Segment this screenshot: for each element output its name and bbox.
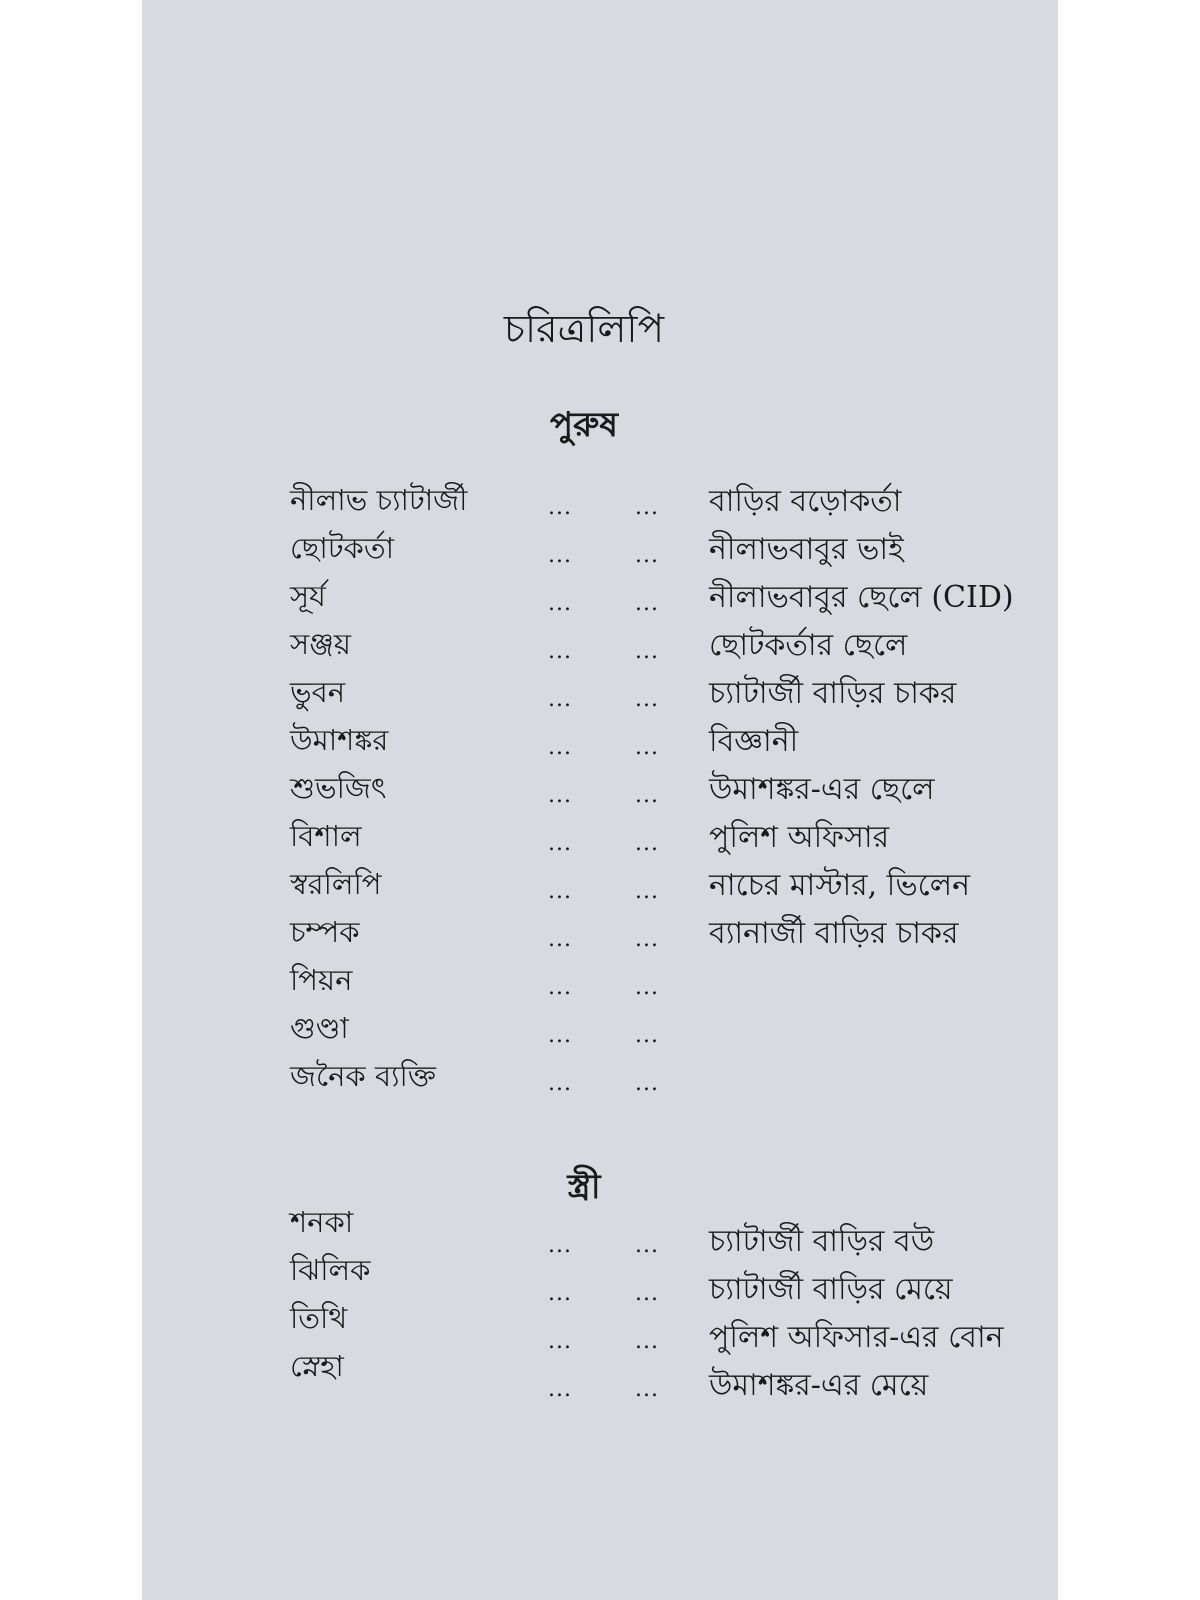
separator-dots: ...	[548, 1281, 572, 1306]
cast-row	[142, 1008, 1058, 1056]
character-role: পুলিশ অফিসার	[709, 820, 890, 855]
character-name: উমাশঙ্কর	[290, 723, 389, 757]
cast-list-female	[142, 1205, 1058, 1416]
separator-dots: ...	[635, 975, 659, 1000]
separator-dots: ...	[635, 1329, 659, 1354]
section-heading-male: পুরুষ	[550, 405, 618, 445]
cast-row	[142, 1253, 1058, 1320]
character-name: পিয়ন	[290, 963, 353, 997]
cast-row	[142, 816, 1058, 864]
character-name: ছোটকর্তা	[290, 531, 395, 565]
cast-row	[142, 1349, 1058, 1416]
character-role: ব্যানার্জী বাড়ির চাকর	[709, 916, 959, 951]
character-role: নাচের মাস্টার, ভিলেন	[709, 868, 971, 903]
cast-row	[142, 672, 1058, 720]
character-name: নীলাভ চ্যাটার্জী	[290, 483, 468, 517]
cast-row	[142, 576, 1058, 624]
character-name: তিথি	[290, 1301, 348, 1335]
separator-dots: ...	[635, 831, 659, 856]
character-role: চ্যাটার্জী বাড়ির মেয়ে	[709, 1272, 953, 1307]
page-title: চরিত্রলিপি	[503, 307, 665, 352]
character-name: বিশাল	[290, 819, 362, 853]
cast-row	[142, 720, 1058, 768]
cast-row	[142, 1056, 1058, 1104]
character-role: চ্যাটার্জী বাড়ির বউ	[709, 1224, 935, 1259]
character-role: চ্যাটার্জী বাড়ির চাকর	[709, 676, 957, 711]
separator-dots: ...	[548, 975, 572, 1000]
character-name: জনৈক ব্যক্তি	[290, 1059, 436, 1093]
cast-row	[142, 1205, 1058, 1272]
character-name: ঝিলিক	[290, 1253, 371, 1287]
character-role: নীলাভবাবুর ভাই	[709, 532, 904, 567]
character-name: গুণ্ডা	[290, 1011, 349, 1045]
cast-row	[142, 912, 1058, 960]
separator-dots: ...	[548, 687, 572, 712]
separator-dots: ...	[548, 1329, 572, 1354]
section-heading-female: স্ত্রী	[567, 1167, 601, 1207]
character-name: ভুবন	[290, 675, 346, 709]
separator-dots: ...	[548, 927, 572, 952]
separator-dots: ...	[635, 495, 659, 520]
separator-dots: ...	[635, 783, 659, 808]
separator-dots: ...	[548, 831, 572, 856]
separator-dots: ...	[635, 1071, 659, 1096]
separator-dots: ...	[635, 1023, 659, 1048]
separator-dots: ...	[548, 495, 572, 520]
separator-dots: ...	[635, 1281, 659, 1306]
separator-dots: ...	[548, 1233, 572, 1258]
character-role: উমাশঙ্কর-এর মেয়ে	[709, 1368, 929, 1403]
character-role: ছোটকর্তার ছেলে	[709, 628, 908, 663]
separator-dots: ...	[635, 1377, 659, 1402]
character-role: উমাশঙ্কর-এর ছেলে	[709, 772, 935, 807]
separator-dots: ...	[548, 783, 572, 808]
separator-dots: ...	[548, 1071, 572, 1096]
separator-dots: ...	[635, 927, 659, 952]
separator-dots: ...	[635, 591, 659, 616]
separator-dots: ...	[548, 1023, 572, 1048]
cast-row	[142, 528, 1058, 576]
book-page	[142, 0, 1058, 1600]
separator-dots: ...	[635, 687, 659, 712]
character-name: স্নেহা	[290, 1349, 344, 1383]
separator-dots: ...	[548, 1377, 572, 1402]
character-name: চম্পক	[290, 915, 360, 949]
character-name: স্বরলিপি	[290, 867, 382, 901]
cast-row	[142, 960, 1058, 1008]
character-name: সঞ্জয়	[290, 627, 352, 661]
cast-row	[142, 480, 1058, 528]
cast-row	[142, 864, 1058, 912]
character-name: শুভজিৎ	[290, 771, 387, 805]
separator-dots: ...	[548, 735, 572, 760]
character-role: নীলাভবাবুর ছেলে (CID)	[709, 580, 1014, 615]
separator-dots: ...	[635, 1233, 659, 1258]
cast-row	[142, 768, 1058, 816]
cast-list-male	[142, 480, 1058, 1104]
separator-dots: ...	[548, 879, 572, 904]
separator-dots: ...	[548, 543, 572, 568]
character-role: বিজ্ঞানী	[709, 724, 799, 759]
separator-dots: ...	[635, 879, 659, 904]
character-role: পুলিশ অফিসার-এর বোন	[709, 1320, 1004, 1355]
character-name: শনকা	[290, 1205, 354, 1239]
cast-row	[142, 624, 1058, 672]
separator-dots: ...	[635, 639, 659, 664]
separator-dots: ...	[635, 543, 659, 568]
separator-dots: ...	[548, 591, 572, 616]
separator-dots: ...	[635, 735, 659, 760]
separator-dots: ...	[548, 639, 572, 664]
character-name: সূর্য	[290, 579, 326, 613]
character-role: বাড়ির বড়োকর্তা	[709, 484, 902, 519]
cast-row	[142, 1301, 1058, 1368]
